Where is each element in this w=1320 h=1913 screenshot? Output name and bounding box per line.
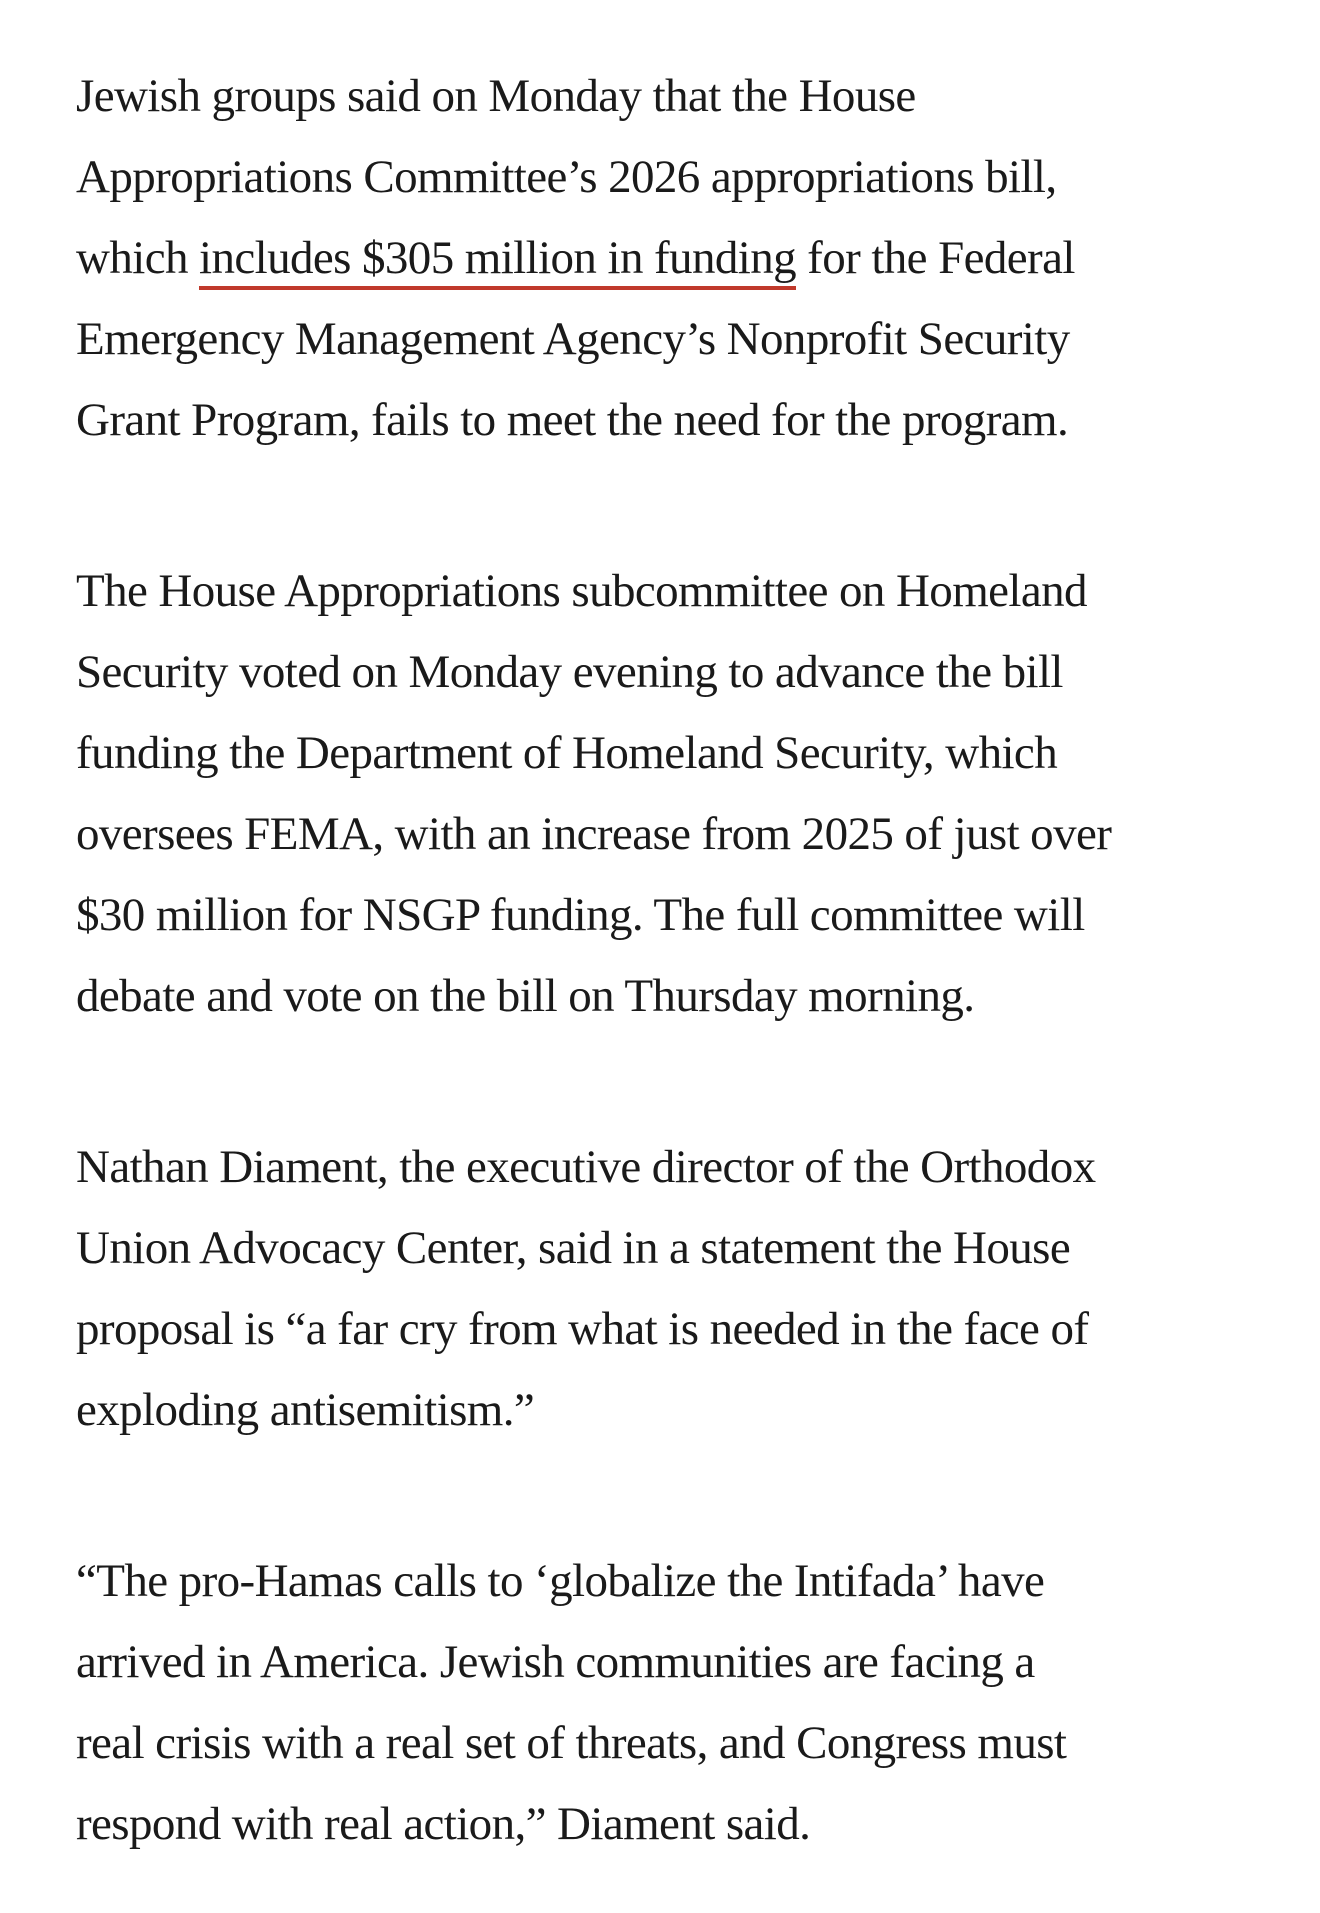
paragraph-3: Nathan Diament, the executive director of the Orthodox Union Advocacy Center, said in a statement the House proposal is “a far cry from what is needed in the face of exploding antisemitism.” (76, 1141, 1096, 1436)
paragraph-1-text-start: Jewish groups said on Monday that the House Appropriations Committee’s 2026 appropriations bill, which (76, 70, 1057, 284)
paragraph-1-text-end: for the Federal Emergency Management Agency’s Nonprofit Security Grant Program, fails to meet the need for the program. (76, 232, 1075, 446)
paragraph-4: “The pro-Hamas calls to ‘globalize the Intifada’ have arrived in America. Jewish communities are facing a real crisis with a real set of threats, and Congress must respond with real action,” Diament said. (76, 1555, 1067, 1850)
article-body (76, 56, 1256, 1865)
paragraph-2: The House Appropriations subcommittee on Homeland Security voted on Monday evening to advance the bill funding the Department of Homeland Security, which oversees FEMA, with an increase from 2025 of just over $30 million for NSGP funding. The full committee will debate and vote on the bill on Thursday morning. (76, 565, 1112, 1022)
paragraph-1 (76, 56, 1256, 461)
funding-link[interactable]: includes $305 million in funding (199, 232, 796, 290)
